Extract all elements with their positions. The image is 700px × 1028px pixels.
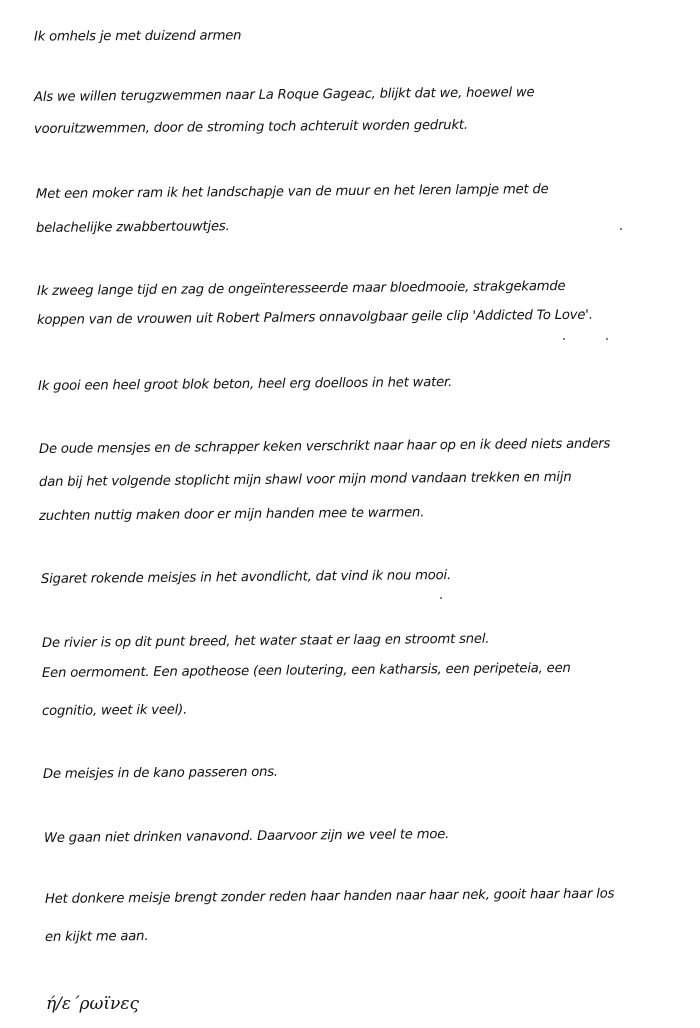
- paragraph-line: vooruitzwemmen, door de stroming toch achteruit worden gedrukt.: [33, 117, 468, 137]
- paragraph-line: Met een moker ram ik het landschapje van de muur en het leren lampje met de: [35, 182, 549, 202]
- paragraph-line: Als we willen terugzwemmen naar La Roque Gageac, blijkt dat we, hoewel we: [33, 85, 535, 105]
- paragraph-line: koppen van de vrouwen uit Robert Palmers onnavolgbaar geile clip 'Addicted To Love'.: [36, 307, 593, 328]
- paragraph-line: en kijkt me aan.: [44, 929, 149, 945]
- paragraph-line: Ik zweeg lange tijd en zag de ongeïnteresseerde maar bloedmooie, strakgekamde: [36, 278, 566, 299]
- signature: ή/ε΄ρωϊνες: [46, 994, 140, 1014]
- paragraph-line: De meisjes in de kano passeren ons.: [42, 764, 278, 782]
- document-title: Ik omhels je met duizend armen: [33, 28, 242, 45]
- paragraph-line: Het donkere meisje brengt zonder reden haar handen naar haar nek, gooit haar haar los: [44, 886, 615, 907]
- paragraph-line: zuchten nuttig maken door er mijn handen mee te warmen.: [38, 505, 425, 524]
- scan-speck: [563, 338, 565, 340]
- paragraph-line: Sigaret rokende meisjes in het avondlicht, dat vind ik nou mooi.: [40, 568, 451, 587]
- paragraph-line: dan bij het volgende stoplicht mijn shawl voor mijn mond vandaan trekken en mijn: [38, 469, 572, 490]
- paragraph-line: Ik gooi een heel groot blok beton, heel erg doelloos in het water.: [37, 375, 453, 394]
- scan-speck: [606, 338, 608, 340]
- paragraph-line: Een oermoment. Een apotheose (een loutering, een katharsis, een peripeteia, een: [41, 660, 571, 681]
- scan-speck: [620, 228, 622, 230]
- paragraph-line: We gaan niet drinken vanavond. Daarvoor zijn we veel te moe.: [43, 827, 450, 846]
- scan-speck: [440, 597, 442, 599]
- paragraph-line: belachelijke zwabbertouwtjes.: [35, 219, 230, 236]
- paragraph-line: De oude mensjes en de schrapper keken verschrikt naar haar op en ik deed niets anders: [38, 436, 611, 457]
- paragraph-line: De rivier is op dit punt breed, het water staat er laag en stroomt snel.: [41, 631, 490, 651]
- paragraph-line: cognitio, weet ik veel).: [41, 702, 188, 719]
